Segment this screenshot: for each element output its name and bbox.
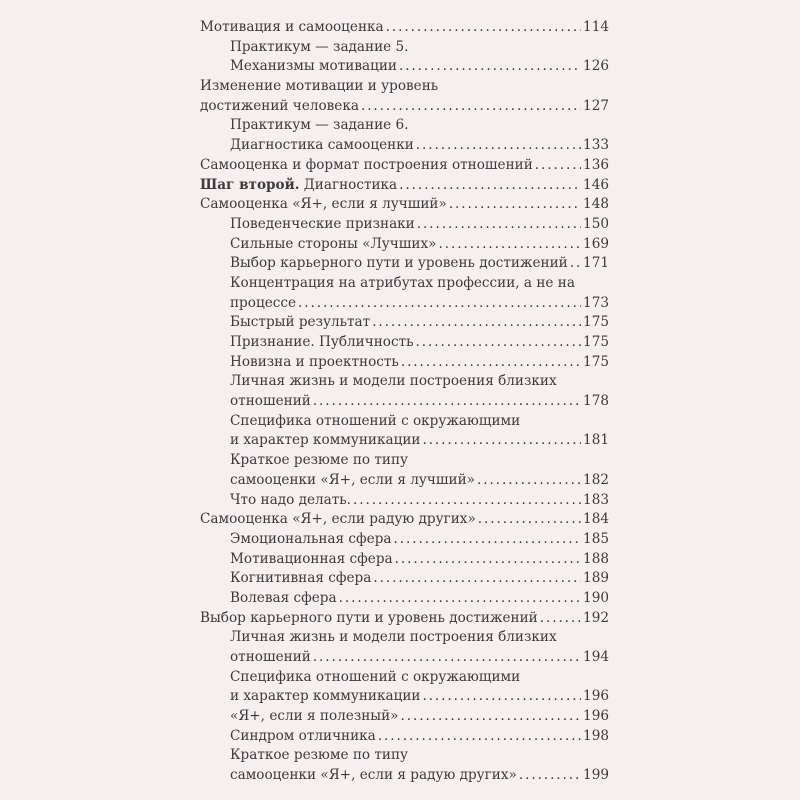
toc-entry-title: достижений человека — [200, 97, 359, 114]
toc-entry-title: Выбор карьерного пути и уровень достижений — [230, 255, 568, 272]
toc-line — [200, 136, 609, 156]
dot-leader — [416, 136, 581, 156]
toc-page-number: 126 — [583, 58, 609, 75]
toc-entry[interactable] — [200, 77, 609, 116]
dot-leader — [417, 215, 581, 235]
toc-entry[interactable] — [200, 156, 609, 176]
dot-leader — [477, 471, 581, 491]
dot-leader — [399, 57, 581, 77]
toc-page-number: 171 — [583, 255, 609, 272]
dot-leader — [386, 18, 581, 38]
dot-leader — [401, 353, 581, 373]
toc-line — [200, 313, 609, 333]
dot-leader — [540, 609, 581, 629]
toc-entry-title: Краткое резюме по типу — [230, 452, 409, 469]
toc-entry[interactable] — [200, 727, 609, 747]
toc-line — [200, 628, 609, 648]
toc-entry[interactable] — [200, 589, 609, 609]
toc-line — [200, 372, 609, 392]
toc-line — [200, 491, 609, 511]
toc-line — [200, 353, 609, 373]
dot-leader — [378, 727, 581, 747]
toc-entry-title: Самооценка «Я+, если радую других» — [200, 511, 476, 528]
toc-entry-title: и характер коммуникации — [230, 432, 421, 449]
toc-line — [200, 569, 609, 589]
toc-line — [200, 766, 609, 786]
toc-page-number: 175 — [583, 353, 609, 370]
toc-entry-title: Практикум — задание 6. — [230, 117, 409, 134]
toc-line — [200, 746, 609, 766]
toc-entry[interactable] — [200, 18, 609, 38]
toc-entry-title: Синдром отличника — [230, 727, 376, 744]
toc-entry-title: Мотивация и самооценка — [200, 19, 384, 35]
toc-line — [200, 550, 609, 570]
toc-entry-title: и характер коммуникации — [230, 688, 421, 705]
toc-entry-title: самооценки «Я+, если я радую других» — [230, 767, 517, 784]
toc-entry[interactable] — [200, 451, 609, 490]
toc-entry-title: Сильные стороны «Лучших» — [230, 235, 437, 252]
toc-page-number: 183 — [583, 491, 609, 508]
toc-line — [200, 97, 609, 117]
toc-entry-title: Признание. Публичность — [230, 334, 414, 350]
toc-entry[interactable] — [200, 510, 609, 530]
toc-line — [200, 451, 609, 471]
toc-entry[interactable] — [200, 176, 609, 196]
toc-page-number: 148 — [583, 196, 609, 213]
toc-line — [200, 648, 609, 668]
toc-entry-title: Специфика отношений с окружающими — [230, 412, 521, 429]
toc-page-number: 114 — [583, 19, 609, 35]
toc-page-number: 199 — [583, 767, 609, 784]
toc-entry[interactable] — [200, 372, 609, 411]
toc-entry-title: Новизна и проектность — [230, 353, 399, 370]
toc-page-number: 146 — [583, 176, 609, 193]
dot-leader — [535, 156, 581, 176]
toc-entry[interactable] — [200, 530, 609, 550]
toc-entry[interactable] — [200, 412, 609, 451]
toc-line — [200, 235, 609, 255]
toc-entry[interactable] — [200, 274, 609, 313]
dot-leader — [361, 97, 581, 117]
dot-leader — [394, 530, 582, 550]
toc-page-number: 136 — [583, 156, 609, 173]
toc-page-number: 185 — [583, 530, 609, 547]
dot-leader — [449, 195, 581, 215]
toc-line — [200, 510, 609, 530]
toc-line — [200, 589, 609, 609]
toc-page-number: 150 — [583, 215, 609, 232]
toc-entry-title: Диагностика самооценки — [230, 137, 414, 154]
toc-entry[interactable] — [200, 116, 609, 155]
toc-entry-title: Когнитивная сфера — [230, 570, 372, 587]
toc-page-number: 194 — [583, 649, 609, 665]
toc-entry[interactable] — [200, 254, 609, 274]
toc-entry[interactable] — [200, 491, 609, 511]
toc-entry-title: Волевая сфера — [230, 589, 337, 606]
toc-entry-title — [200, 176, 397, 196]
toc-entry-title: Поведенческие признаки — [230, 215, 415, 232]
toc-page-number: 127 — [583, 97, 609, 114]
dot-leader — [519, 766, 581, 786]
dot-leader — [478, 510, 581, 530]
toc-line — [200, 687, 609, 707]
toc-entry-title: Самооценка «Я+, если я лучший» — [200, 196, 447, 213]
toc-page-number: 189 — [583, 570, 609, 587]
toc-line — [200, 333, 609, 353]
dot-leader — [438, 235, 581, 255]
toc-entry-title: Практикум — задание 5. — [230, 38, 409, 55]
toc-line — [200, 116, 609, 136]
toc-entry-title: Что надо делать. — [230, 491, 351, 508]
toc-line — [200, 156, 609, 176]
toc-entry-title: Быстрый результат — [230, 314, 371, 331]
toc-entry[interactable] — [200, 353, 609, 373]
toc-entry-title: Выбор карьерного пути и уровень достижений — [200, 609, 538, 626]
toc-entry[interactable] — [200, 195, 609, 215]
toc-entry[interactable] — [200, 569, 609, 589]
toc-page-number: 178 — [583, 393, 609, 410]
dot-leader — [372, 313, 581, 333]
toc-entry[interactable] — [200, 313, 609, 333]
toc-entry-title: Изменение мотивации и уровень — [200, 78, 439, 95]
toc-line — [200, 38, 609, 58]
toc-line — [200, 668, 609, 688]
toc-entry[interactable] — [200, 333, 609, 353]
toc-page-number: 184 — [583, 511, 609, 528]
toc-entry[interactable] — [200, 215, 609, 235]
toc-entry[interactable] — [200, 235, 609, 255]
dot-leader — [313, 392, 581, 412]
toc-line — [200, 727, 609, 747]
toc-line — [200, 195, 609, 215]
table-of-contents — [200, 18, 609, 786]
toc-entry-title: Мотивационная сфера — [230, 550, 393, 567]
toc-line — [200, 274, 609, 294]
toc-line — [200, 609, 609, 629]
toc-line — [200, 294, 609, 314]
toc-entry[interactable] — [200, 628, 609, 667]
toc-page-number: 173 — [583, 294, 609, 311]
toc-entry-title: процессе — [230, 294, 297, 311]
toc-page-number: 190 — [583, 589, 609, 606]
toc-line — [200, 18, 609, 38]
toc-entry-title: «Я+, если я полезный» — [230, 708, 399, 725]
dot-leader — [422, 687, 581, 707]
toc-entry[interactable] — [200, 550, 609, 570]
toc-entry-title: Механизмы мотивации — [230, 58, 397, 75]
dot-leader — [401, 707, 582, 727]
toc-page-number: 196 — [583, 688, 609, 705]
toc-entry-title: Краткое резюме по типу — [230, 747, 409, 764]
dot-leader — [416, 333, 582, 353]
toc-line — [200, 57, 609, 77]
toc-entry-title: Концентрация на атрибутах профессии, а не на — [230, 274, 575, 291]
toc-entry-title-rest: Диагностика — [299, 176, 398, 193]
toc-entry[interactable] — [200, 38, 609, 77]
toc-line — [200, 77, 609, 97]
dot-leader — [373, 569, 581, 589]
dot-leader — [339, 589, 581, 609]
toc-page-number: 192 — [583, 609, 609, 626]
dot-leader — [399, 176, 581, 196]
toc-entry-title: Специфика отношений с окружающими — [230, 668, 521, 685]
toc-line — [200, 176, 609, 196]
toc-page-number: 175 — [583, 314, 609, 331]
toc-page-number: 188 — [583, 550, 609, 567]
toc-line — [200, 707, 609, 727]
toc-line — [200, 254, 609, 274]
toc-line — [200, 530, 609, 550]
toc-entry-bold-prefix: Шаг второй. — [200, 176, 300, 193]
dot-leader — [353, 491, 581, 511]
toc-entry-title: самооценки «Я+, если я лучший» — [230, 471, 475, 488]
toc-line — [200, 412, 609, 432]
toc-entry-title: Личная жизнь и модели построения близких — [230, 629, 557, 646]
toc-page-number: 198 — [583, 727, 609, 744]
dot-leader — [313, 648, 581, 668]
toc-entry[interactable] — [200, 746, 609, 785]
toc-entry-title: отношений — [230, 649, 311, 665]
toc-entry-title: Самооценка и формат построения отношений — [200, 156, 533, 173]
dot-leader — [395, 550, 581, 570]
toc-page-number: 196 — [583, 708, 609, 725]
toc-entry[interactable] — [200, 609, 609, 629]
toc-entry-title: отношений — [230, 393, 311, 410]
toc-line — [200, 215, 609, 235]
toc-page-number: 181 — [583, 432, 609, 449]
toc-entry[interactable] — [200, 668, 609, 707]
dot-leader — [298, 294, 581, 314]
toc-entry[interactable] — [200, 707, 609, 727]
toc-page-number: 133 — [583, 137, 609, 154]
toc-entry-title: Личная жизнь и модели построения близких — [230, 373, 557, 390]
toc-page-number: 182 — [583, 471, 609, 488]
toc-entry-title: Эмоциональная сфера — [230, 530, 392, 547]
dot-leader — [422, 431, 581, 451]
toc-line — [200, 471, 609, 491]
toc-page-number: 175 — [583, 334, 609, 350]
toc-page-number: 169 — [583, 235, 609, 252]
toc-line — [200, 392, 609, 412]
dot-leader — [570, 254, 581, 274]
toc-line — [200, 431, 609, 451]
